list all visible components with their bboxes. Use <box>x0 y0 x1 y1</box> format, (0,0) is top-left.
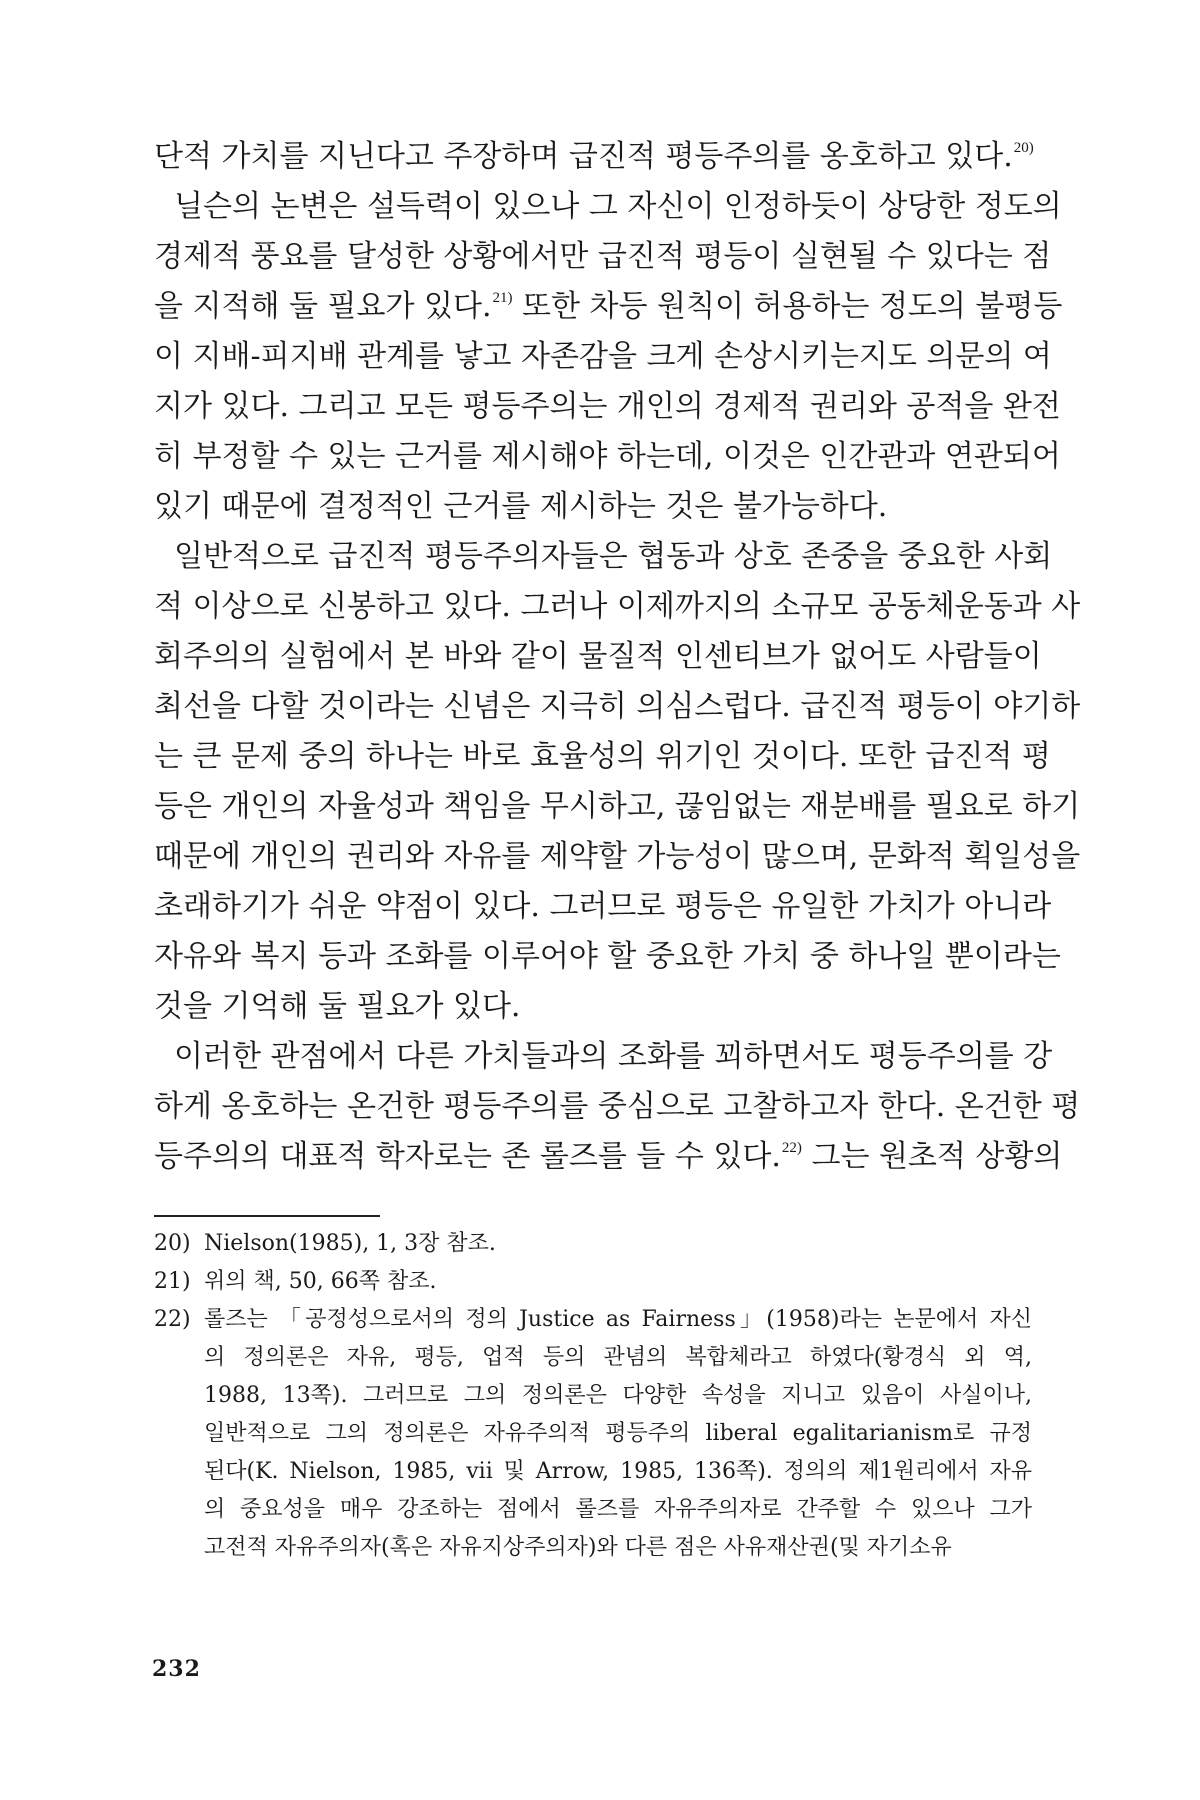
text-line-content: 이 지배-피지배 관계를 낳고 자존감을 크게 손상시키는지도 의문의 여 <box>154 339 1052 374</box>
footnote-line: 롤즈는 「공정성으로서의 정의 Justice as Fairness」(1958)라는 논문에서 자신 <box>204 1307 1032 1332</box>
text-line-content: 지가 있다. 그리고 모든 평등주의는 개인의 경제적 권리와 공적을 완전 <box>154 389 1061 424</box>
footnote-line: 일반적으로 그의 정의론은 자유주의적 평등주의 liberal egalitarianism로 규정 <box>204 1421 1032 1446</box>
footnote-line: 된다(K. Nielson, 1985, vii 및 Arrow, 1985, 136쪽). 정의의 제1원리에서 자유 <box>204 1459 1032 1484</box>
text-line-content: 단적 가치를 지닌다고 주장하며 급진적 평등주의를 옹호하고 있다. <box>154 139 1013 174</box>
text-line-continuation: 또한 차등 원칙이 허용하는 정도의 불평등 <box>512 289 1063 324</box>
text-line-content: 등주의의 대표적 학자로는 존 롤즈를 들 수 있다. <box>154 1139 781 1174</box>
text-line <box>154 332 1052 382</box>
text-line-content: 있기 때문에 결정적인 근거를 제시하는 것은 불가능하다. <box>154 489 888 524</box>
footnote-number: 22) <box>154 1307 191 1332</box>
text-line <box>154 382 1061 432</box>
text-line <box>154 632 1042 682</box>
text-line <box>154 582 1081 632</box>
text-line-continuation: 그는 원초적 상황의 <box>801 1139 1063 1174</box>
footnote-line: 1988, 13쪽). 그러므로 그의 정의론은 다양한 속성을 지니고 있음이 사실이나, <box>204 1383 1032 1408</box>
text-line-content: 것을 기억해 둘 필요가 있다. <box>154 989 521 1024</box>
footnote-divider <box>154 1215 380 1217</box>
text-line-content: 최선을 다할 것이라는 신념은 지극히 의심스럽다. 급진적 평등이 야기하 <box>154 689 1081 724</box>
text-line <box>154 982 1032 1032</box>
text-line-content: 자유와 복지 등과 조화를 이루어야 할 중요한 가치 중 하나일 뿐이라는 <box>154 939 1061 974</box>
footnote <box>154 1301 1032 1567</box>
text-line <box>154 282 1063 332</box>
footnote-line: 고전적 자유주의자(혹은 자유지상주의자)와 다른 점은 사유재산권(및 자기소유 <box>204 1535 952 1560</box>
text-line-content: 초래하기가 쉬운 약점이 있다. 그러므로 평등은 유일한 가치가 아니라 <box>154 889 1052 924</box>
text-line-content: 적 이상으로 신봉하고 있다. 그러나 이제까지의 소규모 공동체운동과 사 <box>154 589 1081 624</box>
footnote <box>154 1263 1032 1301</box>
text-line <box>154 682 1081 732</box>
text-line <box>154 432 1061 482</box>
footnote-line: 의 정의론은 자유, 평등, 업적 등의 관념의 복합체라고 하였다(황경식 외 역, <box>204 1345 1032 1370</box>
text-line <box>154 132 1032 182</box>
text-line-content: 는 큰 문제 중의 하나는 바로 효율성의 위기인 것이다. 또한 급진적 평 <box>154 739 1051 774</box>
footnote-reference: 20) <box>1013 140 1034 156</box>
footnote-reference: 21) <box>492 290 513 306</box>
text-line <box>154 1132 1063 1182</box>
text-line-content: 을 지적해 둘 필요가 있다. <box>154 289 492 324</box>
text-line <box>154 232 1052 282</box>
main-text <box>154 132 1081 1182</box>
text-line <box>154 1032 1053 1082</box>
footnote-line: 위의 책, 50, 66쪽 참조. <box>204 1269 437 1294</box>
text-line-content: 일반적으로 급진적 평등주의자들은 협동과 상호 존중을 중요한 사회 <box>174 539 1053 574</box>
footnote-line: 의 중요성을 매우 강조하는 점에서 롤즈를 자유주의자로 간주할 수 있으나 그가 <box>204 1497 1032 1522</box>
text-line <box>154 532 1053 582</box>
text-line <box>154 182 1062 232</box>
footnote-reference: 22) <box>781 1140 802 1156</box>
text-line-content: 히 부정할 수 있는 근거를 제시해야 하는데, 이것은 인간관과 연관되어 <box>154 439 1061 474</box>
text-line-content: 이러한 관점에서 다른 가치들과의 조화를 꾀하면서도 평등주의를 강 <box>174 1039 1053 1074</box>
text-line-content: 때문에 개인의 권리와 자유를 제약할 가능성이 많으며, 문화적 획일성을 <box>154 839 1081 874</box>
text-line <box>154 932 1061 982</box>
text-line-content: 회주의의 실험에서 본 바와 같이 물질적 인센티브가 없어도 사람들이 <box>154 639 1042 674</box>
footnote-number: 21) <box>154 1269 191 1294</box>
text-line-content: 경제적 풍요를 달성한 상황에서만 급진적 평등이 실현될 수 있다는 점 <box>154 239 1052 274</box>
text-line-content: 등은 개인의 자율성과 책임을 무시하고, 끊임없는 재분배를 필요로 하기 <box>154 789 1081 824</box>
text-line <box>154 832 1081 882</box>
text-line <box>154 732 1051 782</box>
text-line <box>154 882 1052 932</box>
text-line <box>154 482 1032 532</box>
footnote-number: 20) <box>154 1231 191 1256</box>
footnote-line: Nielson(1985), 1, 3장 참조. <box>204 1231 496 1256</box>
page-number: 232 <box>152 1656 201 1682</box>
text-line <box>154 1082 1081 1132</box>
text-line <box>154 782 1081 832</box>
footnote <box>154 1225 1032 1263</box>
footnotes <box>154 1225 1032 1567</box>
text-line-content: 닐슨의 논변은 설득력이 있으나 그 자신이 인정하듯이 상당한 정도의 <box>174 189 1062 224</box>
text-line-content: 하게 옹호하는 온건한 평등주의를 중심으로 고찰하고자 한다. 온건한 평 <box>154 1089 1081 1124</box>
